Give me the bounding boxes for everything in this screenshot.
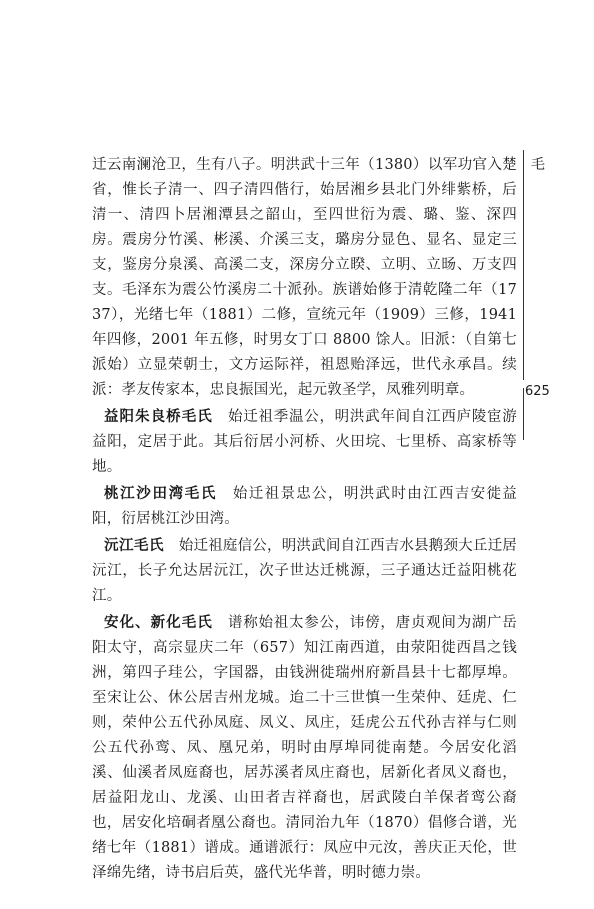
entry-shatianwan [92,482,517,532]
entry-heading: 桃江沙田湾毛氏 [104,486,218,502]
intro-paragraph: 迁云南澜沧卫，生有八子。明洪武十三年（1380）以军功官入楚省，惟长子清一、四子清四偕行，始居湘乡县北门外绯紫桥，后清一、清四卜居湘潭县之韶山，至四世衍为震、璐、鉴、深四房。震房分竹溪、彬溪、介溪三支，璐房分显色、显名、显定三支，鉴房分泉溪、高溪二支，深房分立睽、立明、立旸、万支四支。毛泽东为震公竹溪房二十派孙。族谱始修于清乾隆二年（1737），光绪七年（1881）二修，宣统元年（1909）三修，1941 年四修，2001 年五修，时男女丁口 8800 馀人。旧派：（自第七派始）立显荣朝士，文方运际祥，祖恩贻泽远，世代永承昌。续派：孝友传家本，忠良振国光，起元敦圣学，凤雅列明章。 [92,157,517,398]
entry-text: 始迁祖季温公，明洪武年间自江西庐陵宦游益阳，定居于此。其后衍居小河桥、火田垸、七里桥、高家桥等地。 [92,409,517,475]
entry-text: 始迁祖庭信公，明洪武间自江西吉水县鹅颈大丘迁居沅江，长子允达居沅江，次子世达迁桃源，三子通达迁益阳桃花江。 [92,538,518,604]
entry-text: 谱称始祖太参公，讳傍，唐贞观间为湖广岳阳太守，高宗显庆二年（657）知江南西道，由荥阳徙西昌之钱洲，第四子珪公，字国器，由钱洲徙瑞州府新昌县十七都厚埠。至宋让公、休公居吉州龙城。迨二十三世慎一生荣仲、廷虎、仁则，荣仲公五代孙凤庭、凤义、凤庄，廷虎公五代孙吉祥与仁则公五代孙鸾、凤、凰兄弟，明时由厚埠同徙南楚。今居安化滔溪、仙溪者凤庭裔也，居苏溪者凤庄裔也，居新化者凤义裔也，居益阳龙山、龙溪、山田者吉祥裔也，居武陵白羊保者鸾公裔也，居安化培硐者凰公裔也。清同治九年（1870）倡修合谱，光绪七年（1881）谱成。通谱派行：凤应中元汝，善庆正天伦，世泽绵先绪，诗书启后英，盛代光华普，明时德力崇。 [92,615,517,881]
body-text [92,153,517,886]
margin-rule-lower [523,388,524,440]
entry-anhua-xinhua [92,611,517,886]
entry-zhuliangqiao [92,405,517,480]
entry-heading: 沅江毛氏 [104,538,165,554]
entry-heading: 益阳朱良桥毛氏 [104,409,213,425]
entry-heading: 安化、新化毛氏 [104,615,213,631]
entry-yuanjiang [92,534,517,609]
page-number: 625 [525,384,550,399]
entry-text: 始迁祖景忠公，明洪武时由江西吉安徙益阳，衍居桃江沙田湾。 [92,486,518,527]
margin-rule [523,150,524,380]
margin-surname: 毛 [531,157,545,173]
